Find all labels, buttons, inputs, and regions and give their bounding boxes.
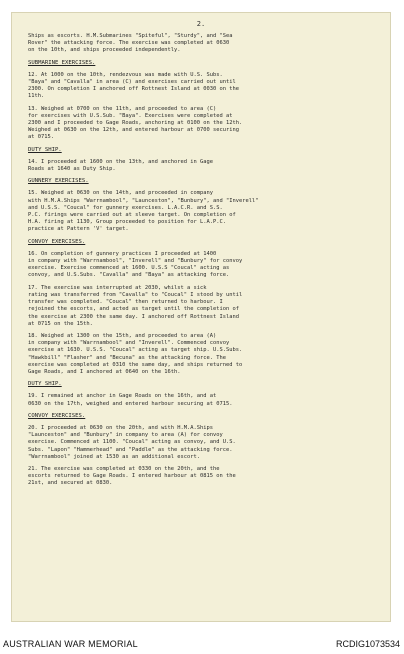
section-heading: DUTY SHIP.: [28, 146, 62, 153]
document-page: [11, 12, 391, 622]
section-heading: CONVOY EXERCISES.: [28, 238, 86, 245]
paragraph: 12. At 1000 on the 10th, rendezvous was made with U.S. Subs. "Baya" and "Cavalla" in area (C) and exercises carried out until 2300. On completion I anchored off Rottnest Island at 0030 on the 11th.: [28, 71, 239, 100]
paragraph: 18. Weighed at 1300 on the 15th, and proceeded to area (A) in company with "Warrnambool" and "Inverell". Commenced convoy exercise at 1630. U.S.S. "Coucal" acting as target ship. U.S.Subs. "Hawkbill" "Flasher" and "Becuna" as the attacking force. The exercise was completed at 0310 the same day, and ships returned to Gage Roads, and I anchored at 0640 on the 16th.: [28, 332, 243, 375]
document-body: [28, 33, 376, 493]
section-heading: GUNNERY EXERCISES.: [28, 178, 89, 185]
footer-source-label: AUSTRALIAN WAR MEMORIAL: [3, 639, 138, 649]
section-heading: DUTY SHIP.: [28, 381, 62, 388]
footer-record-id: RCDIG1073534: [335, 639, 400, 649]
section-heading: CONVOY EXERCISES.: [28, 412, 86, 419]
page-number: 2.: [196, 20, 206, 28]
paragraph: 20. I proceeded at 0630 on the 20th, and with H.M.A.Ships "Launceston" and "Bunbury" in company to area (A) for convoy exercise. Commenced at 1100. "Coucal" acting as convoy, and U.S. Subs. "Lapon" "Hammerhead" and "Paddle" as the attacking force. "Warrnambool" joined at 1530 as an additional escort.: [28, 424, 236, 460]
paragraph: 17. The exercise was interrupted at 2030, whilst a sick rating was transferred from "Cavalla" to "Coucal" I stood by until transfer was completed. "Coucal" then returned to harbour. I rejoined the escorts, and acted as target until the completion of the exercise at 2300 the same day. I anchored off Rottnest Island at 0715 on the 15th.: [28, 284, 243, 327]
paragraph: 15. Weighed at 0630 on the 14th, and proceeded in company with H.M.A.Ships "Warrnambool", "Launceston", "Bunbury", and "Inverell" and U.S.S. "Coucal" for gunnery exercises. L.A.C.R. and S.S. P.C. firings were carried out at sleeve target. On completion of H.A. firing at 1130, Group proceeded to position for L.A.P.C. practice at Pattern 'V' target.: [28, 190, 259, 233]
footer-bar: [0, 636, 404, 654]
section-heading: SUBMARINE EXERCISES.: [28, 59, 96, 66]
paragraph: 19. I remained at anchor in Gage Roads on the 16th, and at 0630 on the 17th, weighed and entered harbour securing at 0715.: [28, 393, 233, 407]
paragraph: 16. On completion of gunnery practices I proceeded at 1400 in company with "Warrnambool", "Inverell" and "Bunbury" for convoy exercise. Exercise commenced at 1600. U.S.S "Coucal" acting as convoy, and U.S.Subs. "Cavalla" and "Baya" as attacking force.: [28, 250, 243, 279]
paragraph: 13. Weighed at 0700 on the 11th, and proceeded to area (C) for exercises with U.S.Sub. "Baya". Exercises were completed at 2300 and I proceeded to Gage Roads, anchoring at 0100 on the 12th. Weighed at 0630 on the 12th, and entered harbour at 0700 securing at 0715.: [28, 105, 243, 141]
paragraph: Ships as escorts. H.M.Submarines "Spiteful", "Sturdy", and "Sea Rover" the attacking force. The exercise was completed at 0630 on the 10th, and ships proceeded independently.: [28, 33, 233, 54]
paragraph: 21. The exercise was completed at 0330 on the 20th, and the escorts returned to Gage Roads. I entered harbour at 0815 on the 21st, and secured at 0830.: [28, 465, 236, 487]
paragraph: 14. I proceeded at 1600 on the 13th, and anchored in Gage Roads at 1640 as Duty Ship.: [28, 158, 213, 173]
